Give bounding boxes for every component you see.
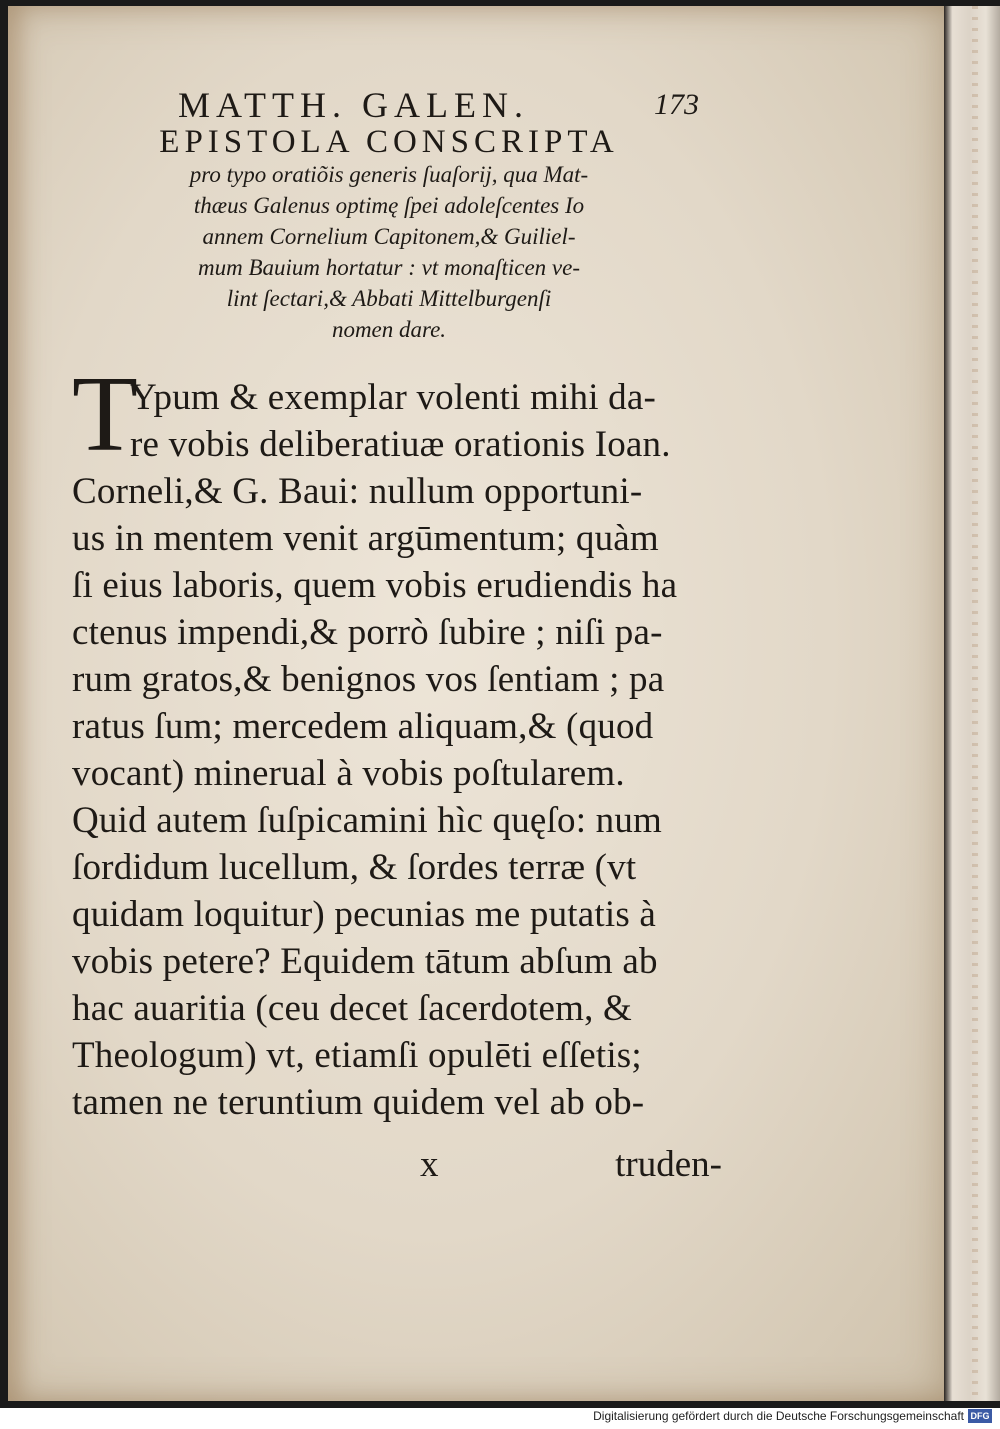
body-line: vobis petere? Equidem tātum abſum ab bbox=[72, 941, 658, 982]
epistle-intro bbox=[104, 159, 674, 345]
body-line: vocant) minerual à vobis poſtularem. bbox=[72, 753, 625, 794]
intro-line: pro typo oratiõis generis ſuaſorij, qua Mat- bbox=[189, 162, 589, 187]
body-line: Quid autem ſuſpicamini hìc quęſo: num bbox=[72, 800, 663, 841]
drop-initial: T bbox=[72, 355, 138, 474]
body-line: us in mentem venit argūmentum; quàm bbox=[72, 518, 659, 559]
body-line: Corneli,& G. Baui: nullum opportuni- bbox=[72, 471, 643, 512]
catchword: truden- bbox=[615, 1144, 722, 1185]
running-head: MATTH. GALEN. bbox=[178, 85, 529, 125]
body-line: Theologum) vt, etiamſi opulēti eſſetis; bbox=[72, 1035, 642, 1076]
intro-line: annem Cornelium Capitonem,& Guiliel- bbox=[202, 224, 576, 249]
body-line: ſi eius laboris, quem vobis erudiendis ha bbox=[72, 565, 678, 606]
body-line: ctenus impendi,& porrò ſubire ; niſi pa- bbox=[72, 612, 663, 653]
signature-mark: x bbox=[420, 1144, 439, 1185]
body-line: quidam loquitur) pecunias me putatis à bbox=[72, 894, 657, 935]
body-line: Ypum & exemplar volenti mihi da- bbox=[130, 377, 657, 418]
intro-line: lint ſectari,& Abbati Mittelburgenſi bbox=[226, 286, 552, 311]
body-line: hac auaritia (ceu decet ſacerdotem, & bbox=[72, 988, 633, 1029]
page-number: 173 bbox=[654, 88, 699, 121]
intro-line: mum Bauium hortatur : vt monaſticen ve- bbox=[198, 255, 580, 280]
body-line: ſordidum lucellum, & ſordes terræ (vt bbox=[72, 847, 637, 888]
page-edge-marks bbox=[972, 6, 978, 1401]
body-line: rum gratos,& benignos vos ſentiam ; pa bbox=[72, 659, 665, 700]
body-line: ratus ſum; mercedem aliquam,& (quod bbox=[72, 706, 654, 747]
epistle-heading: EPISTOLA CONSCRIPTA bbox=[159, 124, 619, 160]
intro-line: nomen dare. bbox=[331, 317, 447, 342]
digitization-credit: Digitalisierung gefördert durch die Deutsche Forschungsgemeinschaft bbox=[593, 1409, 964, 1423]
body-text bbox=[72, 355, 722, 1126]
intro-line: thæus Galenus optimę ſpei adoleſcentes Io bbox=[193, 193, 585, 218]
dfg-logo: DFG bbox=[968, 1409, 992, 1423]
book-page bbox=[8, 6, 944, 1401]
body-line: tamen ne teruntium quidem vel ab ob- bbox=[72, 1082, 645, 1123]
body-line: re vobis deliberatiuæ orationis Ioan. bbox=[130, 424, 671, 465]
page-foot bbox=[72, 1142, 722, 1188]
